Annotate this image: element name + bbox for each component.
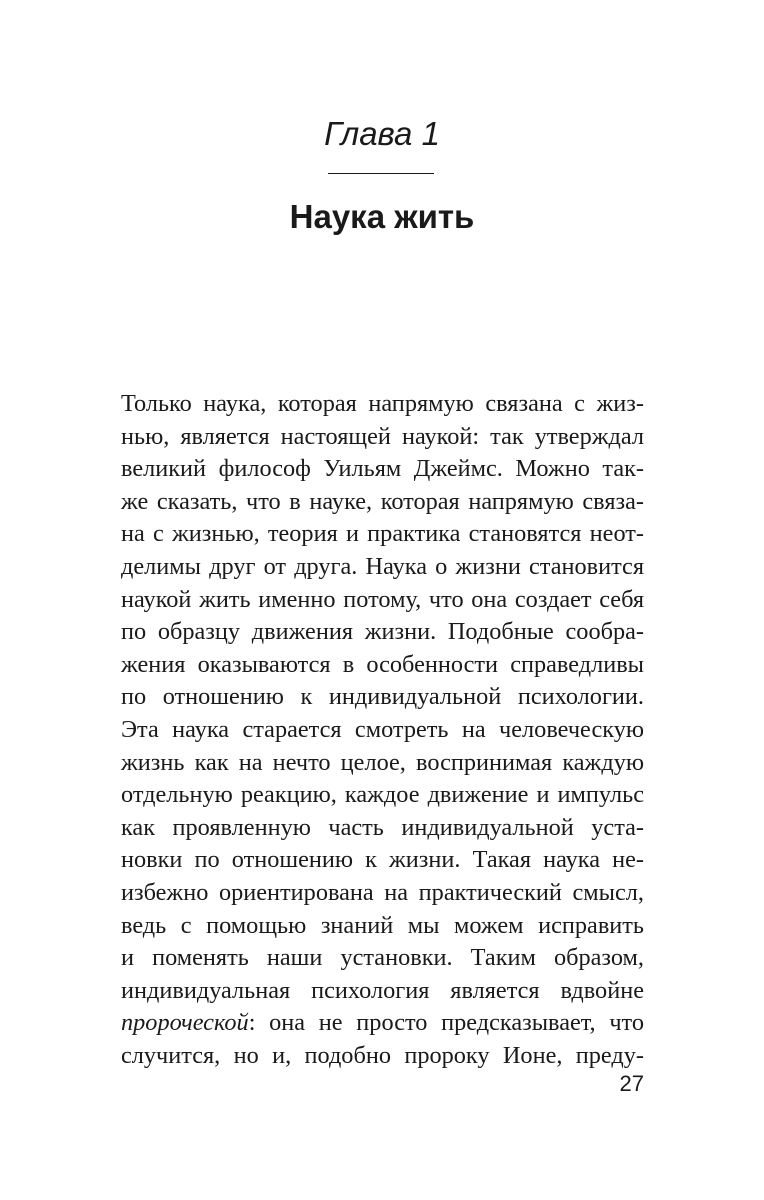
- text-line: наукой жить именно потому, что она создает себя: [121, 585, 644, 613]
- text-line: Эта наука старается смотреть на человеческую: [121, 715, 644, 743]
- page-number: 27: [619, 1071, 644, 1096]
- text-line-with-emphasis: [121, 1007, 644, 1040]
- text-line: избежно ориентирована на практический смысл,: [121, 878, 644, 906]
- text-line: случится, но и, подобно пророку Ионе, преду-: [121, 1041, 644, 1069]
- text-line: великий философ Уильям Джеймс. Можно так-: [121, 455, 644, 483]
- text-line: жения оказываются в особенности справедливы: [121, 650, 644, 678]
- text-line: по образцу движения жизни. Подобные сообра-: [121, 618, 644, 646]
- body-text: [121, 388, 644, 1072]
- text-line: же сказать, что в науке, которая напрямую связа-: [121, 487, 644, 515]
- text-line: на с жизнью, теория и практика становятся неот-: [121, 520, 644, 548]
- text-fragment: : она не просто предсказывает, что: [248, 1009, 644, 1037]
- text-line: ведь с помощью знаний мы можем исправить: [121, 911, 644, 939]
- text-line: нью, является настоящей наукой: так утверждал: [121, 422, 644, 450]
- text-line: отдельную реакцию, каждое движение и импульс: [121, 781, 644, 809]
- text-line: Только наука, которая напрямую связана с жиз-: [121, 390, 644, 417]
- text-line: как проявленную часть индивидуальной уста-: [121, 813, 644, 841]
- text-line: новки по отношению к жизни. Такая наука не-: [121, 846, 644, 874]
- text-line: жизнь как на нечто целое, воспринимая каждую: [121, 748, 644, 776]
- chapter-label: Глава 1: [324, 115, 440, 152]
- text-line: делимы друг от друга. Наука о жизни становится: [121, 552, 644, 580]
- chapter-divider: [328, 173, 434, 174]
- emphasized-word: пророческой: [121, 1009, 249, 1037]
- text-line: и поменять наши установки. Таким образом,: [121, 944, 644, 972]
- text-line: индивидуальная психология является вдвойне: [121, 976, 644, 1004]
- chapter-title: Наука жить: [289, 198, 475, 235]
- text-line: по отношению к индивидуальной психологии.: [121, 683, 644, 711]
